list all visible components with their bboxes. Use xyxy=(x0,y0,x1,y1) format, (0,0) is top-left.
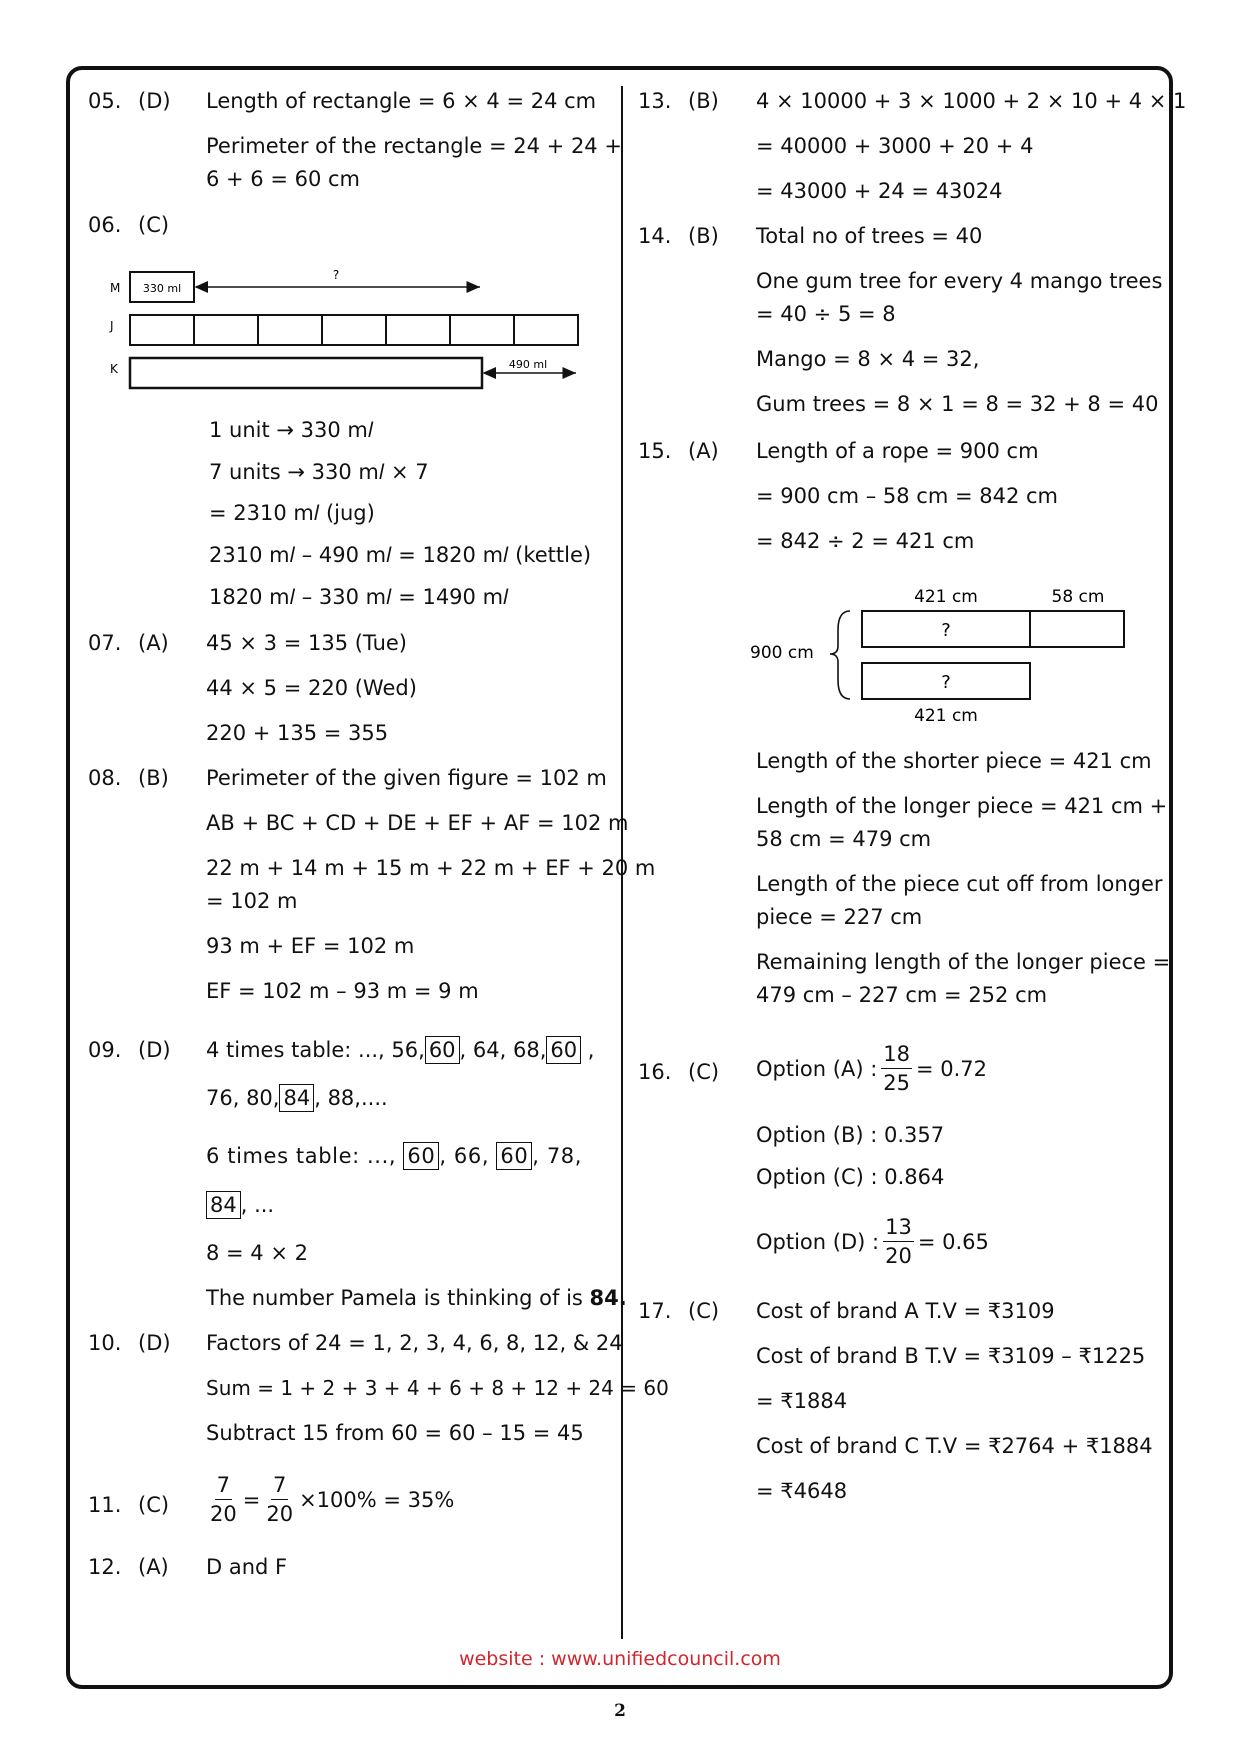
solution-line: = 40000 + 3000 + 20 + 4 xyxy=(756,134,1034,158)
solution-line: 2310 m𝑙 – 490 m𝑙 = 1820 m𝑙 (kettle) xyxy=(209,543,592,567)
solution-line: Cost of brand B T.V = ₹3109 – ₹1225 xyxy=(756,1344,1146,1368)
solution-line: = ₹1884 xyxy=(756,1389,848,1413)
answer-option: (B) xyxy=(688,89,719,113)
fraction: $\frac{18}{25}$ xyxy=(883,1042,910,1095)
solution-line: Factors of 24 = 1, 2, 3, 4, 6, 8, 12, & 24 xyxy=(206,1331,623,1355)
question-number: 17. xyxy=(638,1299,672,1323)
solution-line: Option (B) : 0.357 xyxy=(756,1123,945,1147)
bar-m-value: 330 ml xyxy=(142,282,182,295)
fraction-expression: $\frac{7}{20}$ = $\frac{7}{20}$ ×100% = 35% xyxy=(210,1473,455,1526)
solution-line: 220 + 135 = 355 xyxy=(206,721,389,745)
fraction: $\frac{13}{20}$ xyxy=(885,1215,912,1268)
solution-line: = 842 ÷ 2 = 421 cm xyxy=(756,529,975,553)
unknown-mark: ? xyxy=(332,268,340,282)
solution-line: Length of the shorter piece = 421 cm xyxy=(756,749,1152,773)
solution-line: 8 = 4 × 2 xyxy=(206,1241,308,1265)
solution-line: Cost of brand C T.V = ₹2764 + ₹1884 xyxy=(756,1434,1153,1458)
solution-line: 7 units → 330 m𝑙 × 7 xyxy=(209,460,429,484)
answer-option: (A) xyxy=(138,1555,169,1579)
solution-line: Perimeter of the given figure = 102 m xyxy=(206,766,607,790)
website-footer: website : www.unifiedcouncil.com xyxy=(459,1648,781,1670)
answer-option: (C) xyxy=(688,1299,720,1323)
solution-line: Length of rectangle = 6 × 4 = 24 cm xyxy=(206,89,597,113)
solution-line: = 43000 + 24 = 43024 xyxy=(756,179,1003,203)
solution-line: Total no of trees = 40 xyxy=(756,224,983,248)
answer-option: (B) xyxy=(688,224,719,248)
solution-line: 22 m + 14 m + 15 m + 22 m + EF + 20 m xyxy=(206,856,656,880)
solution-line: 76, 80, 84 , 88,.... xyxy=(206,1086,388,1110)
answer-option: (D) xyxy=(138,1331,171,1355)
bar-model-diagram xyxy=(100,262,600,397)
question-number: 05. xyxy=(88,89,122,113)
solution-line: Length of the piece cut off from longer xyxy=(756,872,1163,896)
unknown-mark: ? xyxy=(941,620,951,641)
solution-line: D and F xyxy=(206,1555,288,1579)
solution-line: Length of the longer piece = 421 cm + xyxy=(756,794,1168,818)
unknown-mark: ? xyxy=(941,672,951,693)
answer-option: (B) xyxy=(138,766,169,790)
solution-line: 58 cm = 479 cm xyxy=(756,827,932,851)
answer-option: (C) xyxy=(138,213,170,237)
solution-line: Length of a rope = 900 cm xyxy=(756,439,1039,463)
question-number: 10. xyxy=(88,1331,122,1355)
question-number: 11. xyxy=(88,1493,122,1517)
answer-option: (A) xyxy=(688,439,719,463)
solution-line: Sum = 1 + 2 + 3 + 4 + 6 + 8 + 12 + 24 = 60 xyxy=(206,1376,669,1400)
solution-line: EF = 102 m – 93 m = 9 m xyxy=(206,979,479,1003)
solution-line: Remaining length of the longer piece = xyxy=(756,950,1171,974)
answer-option: (C) xyxy=(138,1493,170,1517)
solution-line: 1820 m𝑙 – 330 m𝑙 = 1490 m𝑙 xyxy=(209,585,509,609)
top-label-1: 421 cm xyxy=(914,587,978,607)
solution-line: 93 m + EF = 102 m xyxy=(206,934,415,958)
question-number: 07. xyxy=(88,631,122,655)
solution-line: The number Pamela is thinking of is 84. xyxy=(206,1286,627,1310)
solution-line: = 40 ÷ 5 = 8 xyxy=(756,302,896,326)
solution-line: 6 times table: ..., 60 , 66, 60 , 78, xyxy=(206,1144,583,1168)
bar-k-value: 490 ml xyxy=(508,358,548,371)
fraction: $\frac{7}{20}$ xyxy=(210,1473,237,1526)
solution-line: 4 times table: ..., 56, 60 , 64, 68, 60 , xyxy=(206,1038,595,1062)
question-number: 13. xyxy=(638,89,672,113)
solution-line: 44 × 5 = 220 (Wed) xyxy=(206,676,417,700)
bar-k xyxy=(130,358,482,388)
longer-piece-bar xyxy=(862,611,1124,647)
solution-line: Perimeter of the rectangle = 24 + 24 + xyxy=(206,134,622,158)
answer-option: (C) xyxy=(688,1060,720,1084)
question-number: 06. xyxy=(88,213,122,237)
question-number: 08. xyxy=(88,766,122,790)
solution-line: Option (C) : 0.864 xyxy=(756,1165,945,1189)
label-k: K xyxy=(110,362,118,376)
option-d-line: Option (D) : $\frac{13}{20}$ = 0.65 xyxy=(756,1215,989,1268)
fraction: $\frac{7}{20}$ xyxy=(266,1473,294,1526)
solution-line: 84 , ... xyxy=(206,1190,274,1220)
solution-line: = 2310 m𝑙 (jug) xyxy=(209,501,375,525)
solution-line: = ₹4648 xyxy=(756,1479,848,1503)
question-number: 15. xyxy=(638,439,672,463)
solution-line: piece = 227 cm xyxy=(756,905,923,929)
option-a-line: Option (A) : $\frac{18}{25}$ = 0.72 xyxy=(756,1042,988,1095)
label-j: J xyxy=(110,319,114,333)
answer-option: (A) xyxy=(138,631,169,655)
bar-j xyxy=(130,315,578,345)
solution-line: 1 unit → 330 m𝑙 xyxy=(209,418,374,442)
solution-line: = 900 cm – 58 cm = 842 cm xyxy=(756,484,1058,508)
solution-line: Mango = 8 × 4 = 32, xyxy=(756,347,980,371)
question-number: 09. xyxy=(88,1038,122,1062)
boxed-number: 60 xyxy=(496,1142,532,1170)
question-number: 16. xyxy=(638,1060,672,1084)
top-label-2: 58 cm xyxy=(1051,587,1105,607)
answer-option: (D) xyxy=(138,1038,171,1062)
bottom-label: 421 cm xyxy=(914,706,978,726)
page-number: 2 xyxy=(614,1701,626,1721)
solution-line: Cost of brand A T.V = ₹3109 xyxy=(756,1299,1055,1323)
solution-line: = 102 m xyxy=(206,889,298,913)
solution-line: 6 + 6 = 60 cm xyxy=(206,167,361,191)
solution-line: AB + BC + CD + DE + EF + AF = 102 m xyxy=(206,811,629,835)
solution-line: 479 cm – 227 cm = 252 cm xyxy=(756,983,1048,1007)
solution-line: 45 × 3 = 135 (Tue) xyxy=(206,631,407,655)
boxed-number: 60 xyxy=(546,1036,581,1064)
solution-line: Subtract 15 from 60 = 60 – 15 = 45 xyxy=(206,1421,584,1445)
boxed-number: 60 xyxy=(403,1142,439,1170)
solution-line: One gum tree for every 4 mango trees xyxy=(756,269,1163,293)
rope-bar-diagram xyxy=(750,578,1140,738)
boxed-number: 84 xyxy=(279,1084,314,1112)
question-number: 14. xyxy=(638,224,672,248)
solution-line: Gum trees = 8 × 1 = 8 = 32 + 8 = 40 xyxy=(756,392,1159,416)
boxed-number: 84 xyxy=(206,1191,241,1219)
solution-line: 4 × 10000 + 3 × 1000 + 2 × 10 + 4 × 1 xyxy=(756,89,1187,113)
answer-option: (D) xyxy=(138,89,171,113)
total-length-label: 900 cm xyxy=(750,643,814,663)
label-m: M xyxy=(110,281,121,295)
brace xyxy=(830,611,850,699)
boxed-number: 60 xyxy=(425,1036,460,1064)
question-number: 12. xyxy=(88,1555,122,1579)
final-answer: 84. xyxy=(589,1286,627,1310)
